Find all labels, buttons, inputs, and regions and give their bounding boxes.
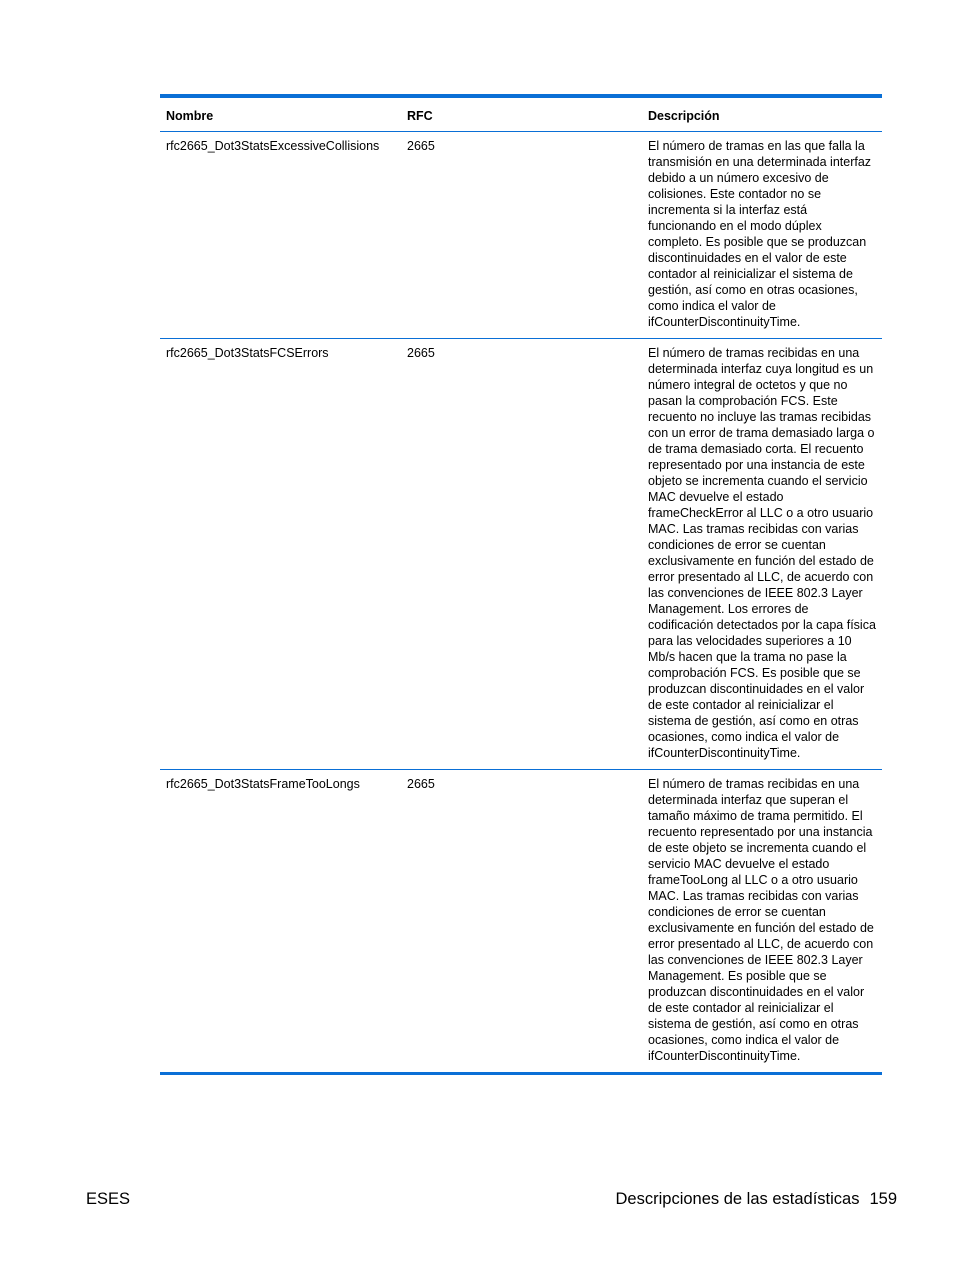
table-header: [160, 98, 882, 132]
footer-section: [616, 1190, 897, 1209]
page-number: 159: [869, 1190, 897, 1208]
cell-descripcion: El número de tramas recibidas en una determinada interfaz que superan el tamaño máximo de trama permitido. El recuento representado por una instancia de este objeto se incrementa cuando el servicio MAC devuelve el estado frameTooLong al LLC o a otro usuario MAC. Las tramas recibidas con varias condiciones de error se cuentan exclusivamente en función del estado de error presentado al LLC, de acuerdo con las convenciones de IEEE 802.3 Layer Management. Es posible que se produzcan discontinuidades en el valor de este contador al reinicializar el sistema de gestión, así como en otras ocasiones, como indica el valor de ifCounterDiscontinuityTime.: [648, 777, 874, 1063]
table-row: [160, 770, 882, 1072]
cell-rfc: 2665: [407, 139, 435, 153]
footer-section-title: Descripciones de las estadísticas: [615, 1190, 860, 1208]
cell-nombre: rfc2665_Dot3StatsFrameTooLongs: [166, 777, 360, 791]
cell-rfc: 2665: [407, 346, 435, 360]
cell-descripcion: El número de tramas recibidas en una determinada interfaz cuya longitud es un número integral de octetos y que no pasan la comprobación FCS. Este recuento no incluye las tramas recibidas con un error de trama demasiado larga o de trama demasiado corta. El recuento representado por una instancia de este objeto se incrementa cuando el servicio MAC devuelve el estado frameCheckError al LLC o a otro usuario MAC. Las tramas recibidas con varias condiciones de error se cuentan exclusivamente en función del estado de error presentado al LLC, de acuerdo con las convenciones de IEEE 802.3 Layer Management. Los errores de codificación detectados por la capa física para las velocidades superiores a 10 Mb/s hacen que la trama no pase la comprobación FCS. Es posible que se produzcan discontinuidades en el valor de este contador al reinicializar el sistema de gestión, así como en otras ocasiones, como indica el valor de ifCounterDiscontinuityTime.: [648, 346, 876, 760]
header-nombre: Nombre: [166, 109, 214, 123]
footer-locale: ESES: [86, 1190, 131, 1208]
cell-rfc: 2665: [407, 777, 435, 791]
statistics-table: [160, 94, 882, 1075]
header-rfc: RFC: [407, 109, 433, 123]
cell-nombre: rfc2665_Dot3StatsExcessiveCollisions: [166, 139, 380, 153]
cell-descripcion: El número de tramas en las que falla la transmisión en una determinada interfaz debido a un número excesivo de colisiones. Este contador no se incrementa si la interfaz está funcionando en el modo dúplex completo. Es posible que se produzcan discontinuidades en el valor de este contador al reinicializar el sistema de gestión, así como en otras ocasiones, como indica el valor de ifCounterDiscontinuityTime.: [648, 139, 872, 329]
cell-nombre: rfc2665_Dot3StatsFCSErrors: [166, 346, 329, 360]
table-row: [160, 339, 882, 770]
table-row: [160, 132, 882, 339]
header-descripcion: Descripción: [648, 109, 720, 123]
